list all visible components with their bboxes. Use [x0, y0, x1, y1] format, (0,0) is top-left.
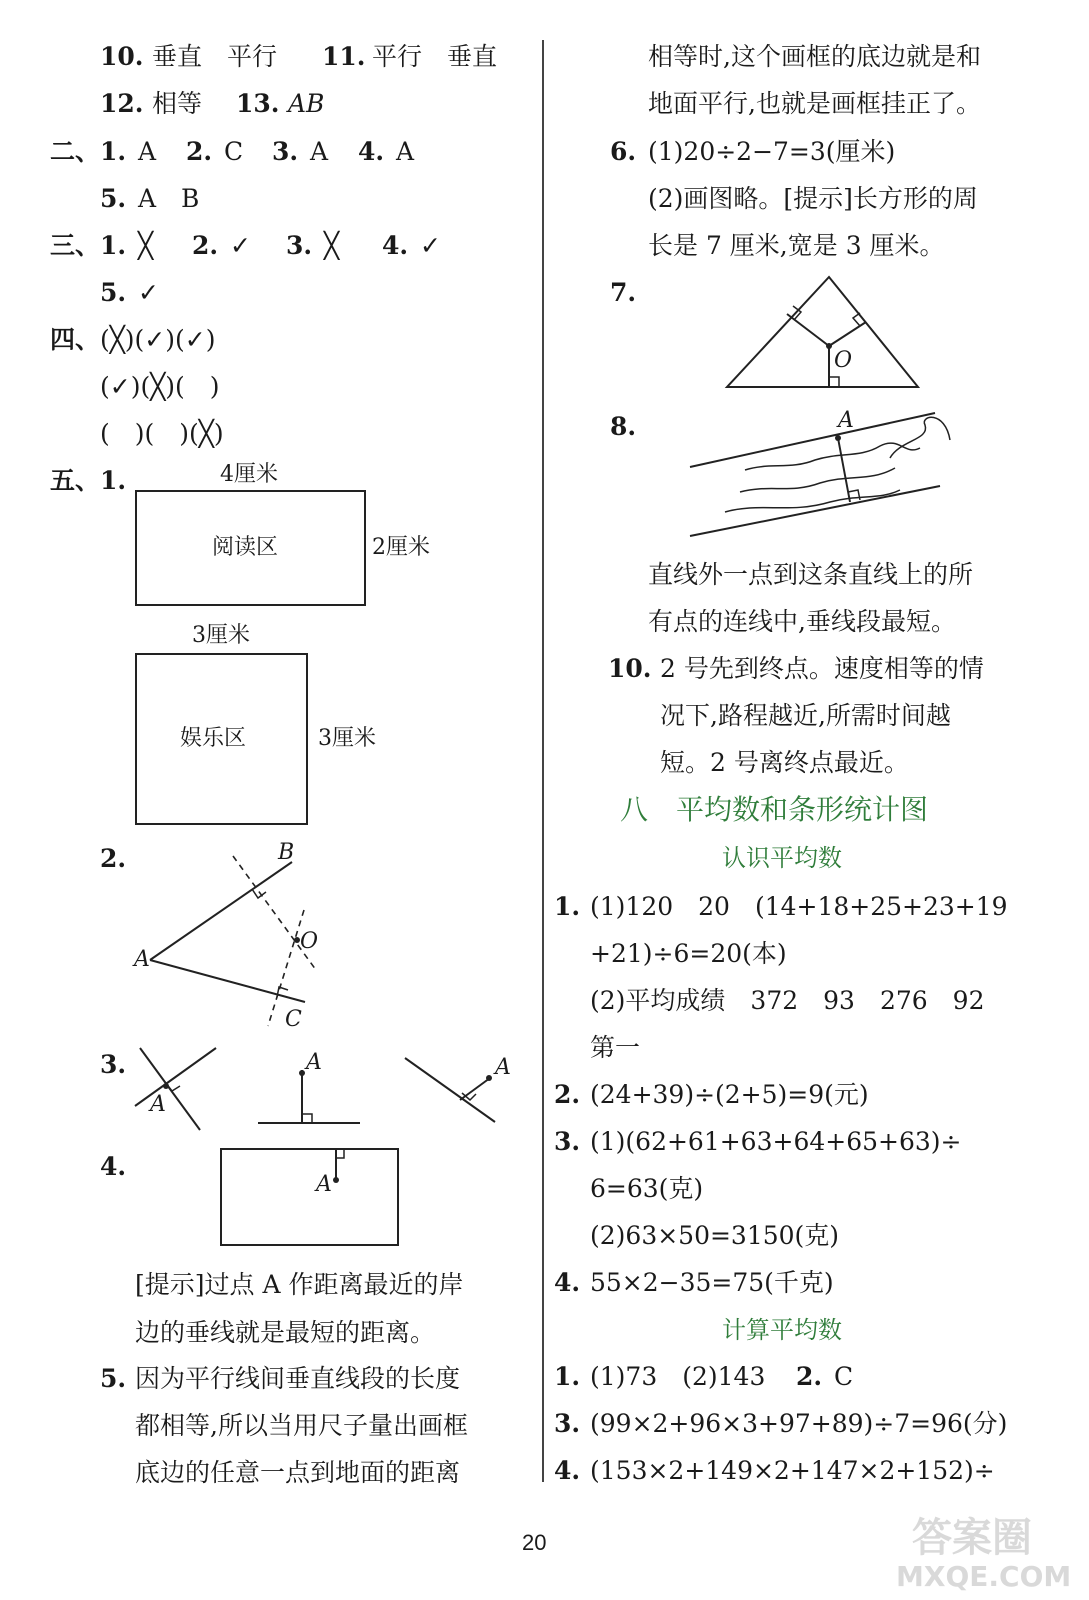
s4-line-1: (╳)(✓)(✓): [100, 325, 216, 354]
s2-q1-number: 1.: [100, 137, 127, 166]
subsection-title-2: 计算平均数: [722, 1316, 842, 1344]
q5-cont-line-1: 相等时,这个画框的底边就是和: [648, 42, 981, 71]
hint-line-2: 边的垂线就是最短的距离。: [135, 1318, 436, 1347]
q7-number: 7.: [610, 278, 637, 307]
rect2-side-label: 3厘米: [318, 726, 376, 751]
s3-q5-number: 5.: [100, 278, 127, 307]
point-o-label: O: [300, 929, 319, 954]
section-2-head: 二、: [50, 137, 101, 166]
s2-q3-number: 3.: [272, 137, 299, 166]
watermark-logo-text: 答案圈: [912, 1515, 1032, 1561]
point-a-label: A: [134, 947, 150, 972]
s2-q5-number: 5.: [100, 184, 127, 213]
q3-point-a3: A: [495, 1055, 511, 1080]
s3-q1-answer: ╳: [138, 231, 154, 260]
q5-cont-line-2: 地面平行,也就是画框挂正了。: [648, 89, 981, 118]
s1-q3-line-1: (1)(62+61+63+64+65+63)÷: [590, 1127, 962, 1156]
rect2-inside-label: 娱乐区: [180, 726, 247, 751]
s1-q1-line-1: (1)120 20 (14+18+25+23+19: [590, 892, 1008, 921]
q4-point-a: A: [316, 1172, 332, 1197]
q5-line-3: 底边的任意一点到地面的距离: [135, 1458, 461, 1487]
subsection-title-1: 认识平均数: [722, 844, 842, 872]
point-c-label: C: [285, 1007, 302, 1032]
s5-q2-number: 2.: [100, 844, 127, 873]
s3-q4-answer: ✓: [420, 231, 441, 260]
s2-right-q4-number: 4.: [554, 1456, 581, 1485]
section-4-head: 四、: [50, 325, 101, 354]
s1-q2-number: 2.: [554, 1080, 581, 1109]
s5-q4-number: 4.: [100, 1152, 127, 1181]
s2-q4-answer: A: [396, 137, 415, 166]
q13-answer: AB: [288, 89, 325, 118]
s3-q2-answer: ✓: [230, 231, 251, 260]
s5-q3-number: 3.: [100, 1050, 127, 1079]
rect1-top-label: 4厘米: [220, 462, 278, 487]
q6-line-3: 长是 7 厘米,宽是 3 厘米。: [648, 231, 945, 260]
s2-right-q2-answer: C: [834, 1362, 854, 1391]
q12-number: 12.: [100, 89, 144, 118]
q8-line-1: 直线外一点到这条直线上的所: [648, 560, 974, 589]
section-5-head: 五、: [50, 466, 101, 495]
q3-point-a2: A: [306, 1050, 322, 1075]
q10-line-2: 况下,路程越近,所需时间越: [660, 701, 951, 730]
q12-answer: 相等: [152, 89, 203, 118]
s3-q2-number: 2.: [192, 231, 219, 260]
s1-q1-number: 1.: [554, 892, 581, 921]
q10-number: 10.: [100, 42, 144, 71]
q11-answer: 平行 垂直: [372, 42, 498, 71]
s2-right-q1-number: 1.: [554, 1362, 581, 1391]
s2-q4-number: 4.: [358, 137, 385, 166]
q6-line-1: (1)20÷2−7=3(厘米): [648, 137, 896, 166]
s2-right-q3-number: 3.: [554, 1409, 581, 1438]
s2-right-q3-line: (99×2+96×3+97+89)÷7=96(分): [590, 1409, 1008, 1438]
s4-line-2: (✓)(╳)( ): [100, 372, 220, 401]
s3-q4-number: 4.: [382, 231, 409, 260]
s1-q3-line-3: (2)63×50=3150(克): [590, 1221, 840, 1250]
s2-right-q4-line: (153×2+149×2+147×2+152)÷: [590, 1456, 995, 1485]
q10-right-number: 10.: [608, 654, 652, 683]
river-figure: [0, 0, 1089, 560]
watermark-url: MXQE.COM: [896, 1560, 1072, 1593]
s1-q4-number: 4.: [554, 1268, 581, 1297]
q5-line-2: 都相等,所以当用尺子量出画框: [135, 1411, 468, 1440]
q8-number: 8.: [610, 412, 637, 441]
s3-q3-number: 3.: [286, 231, 313, 260]
s1-q3-line-2: 6=63(克): [590, 1174, 704, 1203]
q11-number: 11.: [322, 42, 366, 71]
s1-q2-line: (24+39)÷(2+5)=9(元): [590, 1080, 869, 1109]
q10-line-1: 2 号先到终点。速度相等的情: [660, 654, 984, 683]
page-number: 20: [522, 1530, 547, 1555]
s5-q1-number: 1.: [100, 466, 127, 495]
rect1-inside-label: 阅读区: [212, 535, 279, 560]
s2-right-q2-number: 2.: [796, 1362, 823, 1391]
s1-q4-line: 55×2−35=75(千克): [590, 1268, 834, 1297]
s2-q5-answer: A B: [138, 184, 200, 213]
q13-number: 13.: [236, 89, 280, 118]
q7-point-o: O: [834, 348, 853, 373]
s2-q3-answer: A: [310, 137, 329, 166]
q10-answer: 垂直 平行: [152, 42, 278, 71]
s2-q2-answer: C: [224, 137, 244, 166]
section-3-head: 三、: [50, 231, 101, 260]
q5-line-1: 因为平行线间垂直线段的长度: [135, 1364, 461, 1393]
q6-line-2: (2)画图略。[提示]长方形的周: [648, 184, 978, 213]
q3-point-a1: A: [150, 1092, 166, 1117]
point-b-label: B: [278, 840, 295, 865]
chapter-title: 八 平均数和条形统计图: [620, 793, 929, 826]
rect2-top-label: 3厘米: [192, 623, 250, 648]
s1-q1-line-4: 第一: [590, 1033, 641, 1062]
s1-q1-line-3: (2)平均成绩 372 93 276 92: [590, 986, 985, 1015]
hint-line-1: [提示]过点 A 作距离最近的岸: [135, 1270, 464, 1299]
s3-q5-answer: ✓: [138, 278, 159, 307]
q6-number: 6.: [610, 137, 637, 166]
s2-q2-number: 2.: [186, 137, 213, 166]
rect1-side-label: 2厘米: [372, 535, 430, 560]
q10-line-3: 短。2 号离终点最近。: [660, 748, 909, 777]
s3-q1-number: 1.: [100, 231, 127, 260]
s1-q1-line-2: +21)÷6=20(本): [590, 939, 787, 968]
q8-line-2: 有点的连线中,垂线段最短。: [648, 607, 956, 636]
s1-q3-number: 3.: [554, 1127, 581, 1156]
s4-line-3: ( )( )(╳): [100, 419, 224, 448]
s2-q1-answer: A: [138, 137, 157, 166]
q8-point-a: A: [838, 408, 854, 433]
s2-right-q1-line: (1)73 (2)143: [590, 1362, 766, 1391]
s5-q5-number: 5.: [100, 1364, 127, 1393]
s3-q3-answer: ╳: [324, 231, 340, 260]
